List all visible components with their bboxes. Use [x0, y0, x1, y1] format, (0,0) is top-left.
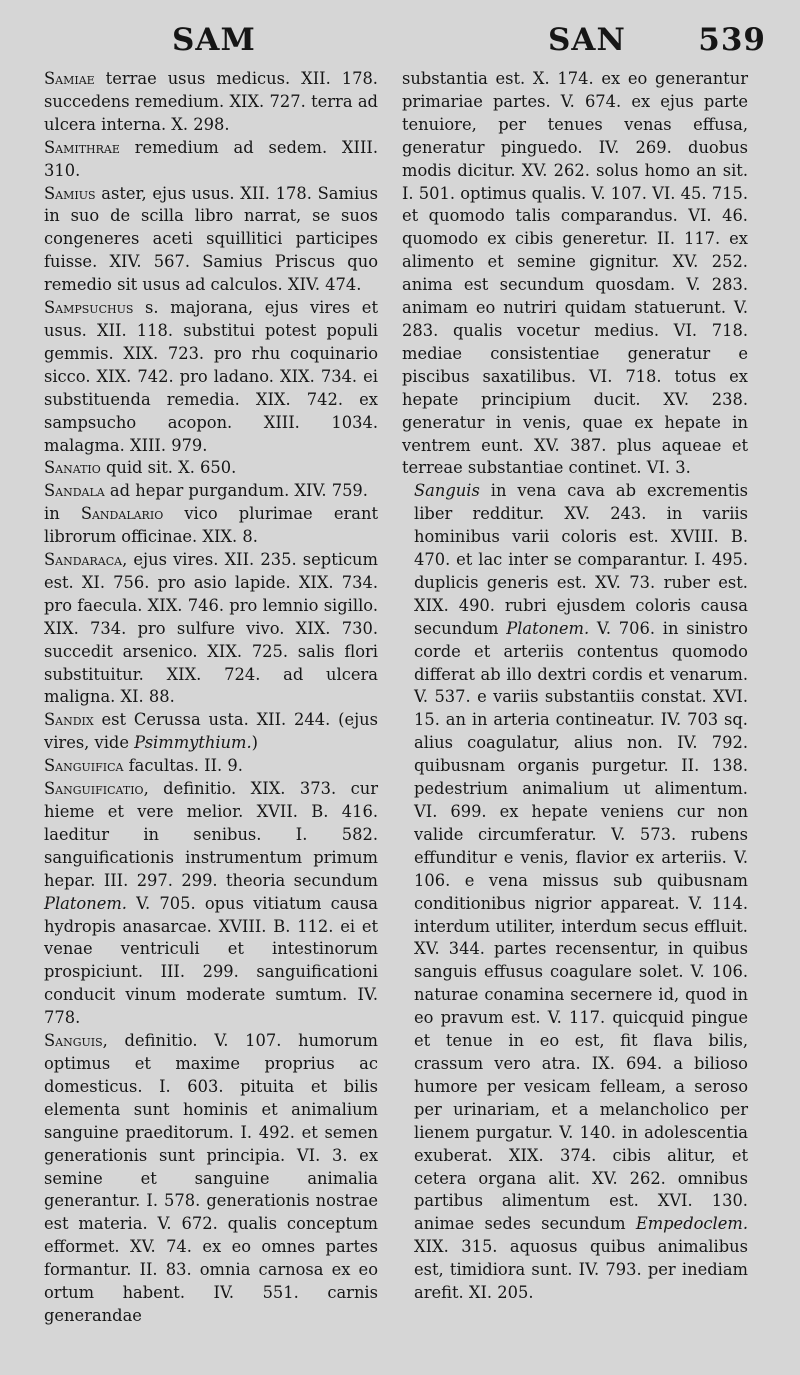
right-column	[402, 68, 748, 1305]
index-entry-continued: substantia est. X. 174. ex eo generantur primariae partes. V. 674. ex ejus parte tenuiore, per tenues venas effusa, generatur pinguedo. IV. 269. duobus modis dicitur. XV. 262. solus homo an sit. I. 501. optimus qualis. V. 107. VI. 45. 715. et quomodo talis comparandus. VI. 46. quomodo ex cibis generetur. II. 117. ex alimento et semine gignitur. XV. 252. anima est secundum quosdam. V. 283. animam eo nutriri quidam statuerunt. V. 283. qualis vocetur medius. VI. 718. mediae consistentiae generatur e piscibus saxatilibus. VI. 718. totus ex hepate principium ducit. XV. 238. generatur in venis, quae ex hepate in ventrem eunt. XV. 387. plus aqueae et terreae substantiae continet. VI. 3.	[402, 69, 748, 478]
index-entry: in Sandalario vico plurimae erant librorum officinae. XIX. 8.	[44, 504, 378, 547]
running-head-right: SAN	[548, 22, 626, 58]
left-column	[32, 68, 378, 1328]
index-entry: Sanguis, definitio. V. 107. humorum optimus et maxime proprius ac domesticus. I. 603. pituita et bilis elementa sunt hominis et animalium sanguine praeditorum. I. 492. et semen generationis sunt principia. VI. 3. ex semine et sanguine animalia generantur. I. 578. generationis nostrae est materia. V. 672. qualis conceptum efformet. XV. 74. ex eo omnes partes formantur. II. 83. omnia carnosa ex eo ortum habent. IV. 551. carnis generandae	[44, 1031, 378, 1325]
index-entry: Sandix est Cerussa usta. XII. 244. (ejus vires, vide Psimmythium.)	[44, 710, 378, 753]
index-entry: Sanguifica facultas. II. 9.	[44, 756, 243, 776]
index-entry: Samithrae remedium ad sedem. XIII. 310.	[44, 137, 378, 180]
index-entry: Samiae terrae usus medicus. XII. 178. succedens remedium. XIX. 727. terra ad ulcera interna. X. 298.	[44, 69, 378, 134]
index-entry: Sandaraca, ejus vires. XII. 235. septicum est. XI. 756. pro asio lapide. XIX. 734. pro faecula. XIX. 746. pro lemnio sigillo. XIX. 734. pro sulfure vivo. XIX. 730. succedit arsenico. XIX. 725. salis flori substituitur. XIX. 724. ad ulcera maligna. XI. 88.	[44, 550, 378, 707]
index-entry: Sandala ad hepar purgandum. XIV. 759.	[44, 481, 368, 501]
index-entry: Sanguis in vena cava ab excrementis liber redditur. XV. 243. in variis hominibus varii coloris est. XVIII. B. 470. et lac inter se comparantur. I. 495. duplicis generis est. XV. 73. ruber est. XIX. 490. rubri ejusdem coloris causa secundum Platonem. V. 706. in sinistro corde et arteriis contentus quomodo differat ab illo dextri cordis et venarum. V. 537. e variis substantiis constat. XVI. 15. an in arteria contineatur. IV. 703 sq. alius coagulatur, alius non. IV. 792. quibusnam organis purgetur. II. 138. pedestrium animalium ut alimentum. VI. 699. ex hepate veniens cur non valide circumferatur. V. 573. rubens effunditur e venis, flavior ex arteriis. V. 106. e vena missus sub quibusnam conditionibus nigrior appareat. V. 114. interdum utiliter, interdum secus effluit. XV. 344. partes recensentur, in quibus sanguis effusus coagulare solet. V. 106. naturae conamina secernere id, quod in eo pravum est. V. 117. quicquid pingue et tenue in eo est, fit flava bilis, crassum vero atra. IX. 694. a bilioso humore per vesicam felleam, a seroso per urinariam, et a melancholico per lienem purgatur. V. 140. in adolescentia exuberat. XIX. 374. cibis alitur, et cetera organa alit. XV. 262. omnibus partibus alimentum est. XVI. 130. animae sedes secundum Empedoclem. XIX. 315. aquosus quibus animalibus est, timidiora sunt. IV. 793. per inediam arefit. XI. 205.	[414, 481, 748, 1303]
index-entry: Sanguificatio, definitio. XIX. 373. cur hieme et vere melior. XVII. B. 416. laeditur in senibus. I. 582. sanguificationis instrumentum primum hepar. III. 297. 299. theoria secundum Platonem. V. 705. opus vitiatum causa hydropis anasarcae. XVIII. B. 112. ei et venae ventriculi et intestinorum prospiciunt. III. 299. sanguificationi conducit vinum moderate sumtum. IV. 778.	[44, 779, 378, 1028]
index-entry: Sanatio quid sit. X. 650.	[44, 458, 237, 478]
index-entry: Sampsuchus s. majorana, ejus vires et usus. XII. 118. substitui potest populi gemmis. XIX. 723. pro rhu coquinario sicco. XIX. 742. pro ladano. XIX. 734. ei substituenda remedia. XIX. 742. ex sampsucho acopon. XIII. 1034. malagma. XIII. 979.	[44, 298, 378, 455]
running-head-left: SAM	[172, 22, 256, 58]
index-entry: Samius aster, ejus usus. XII. 178. Samius in suo de scilla libro narrat, se suos congeneres aceti squillitici participes fuisse. XIV. 567. Samius Priscus quo remedio sit usus ad calculos. XIV. 474.	[44, 183, 378, 295]
page-number: 539	[698, 22, 766, 58]
